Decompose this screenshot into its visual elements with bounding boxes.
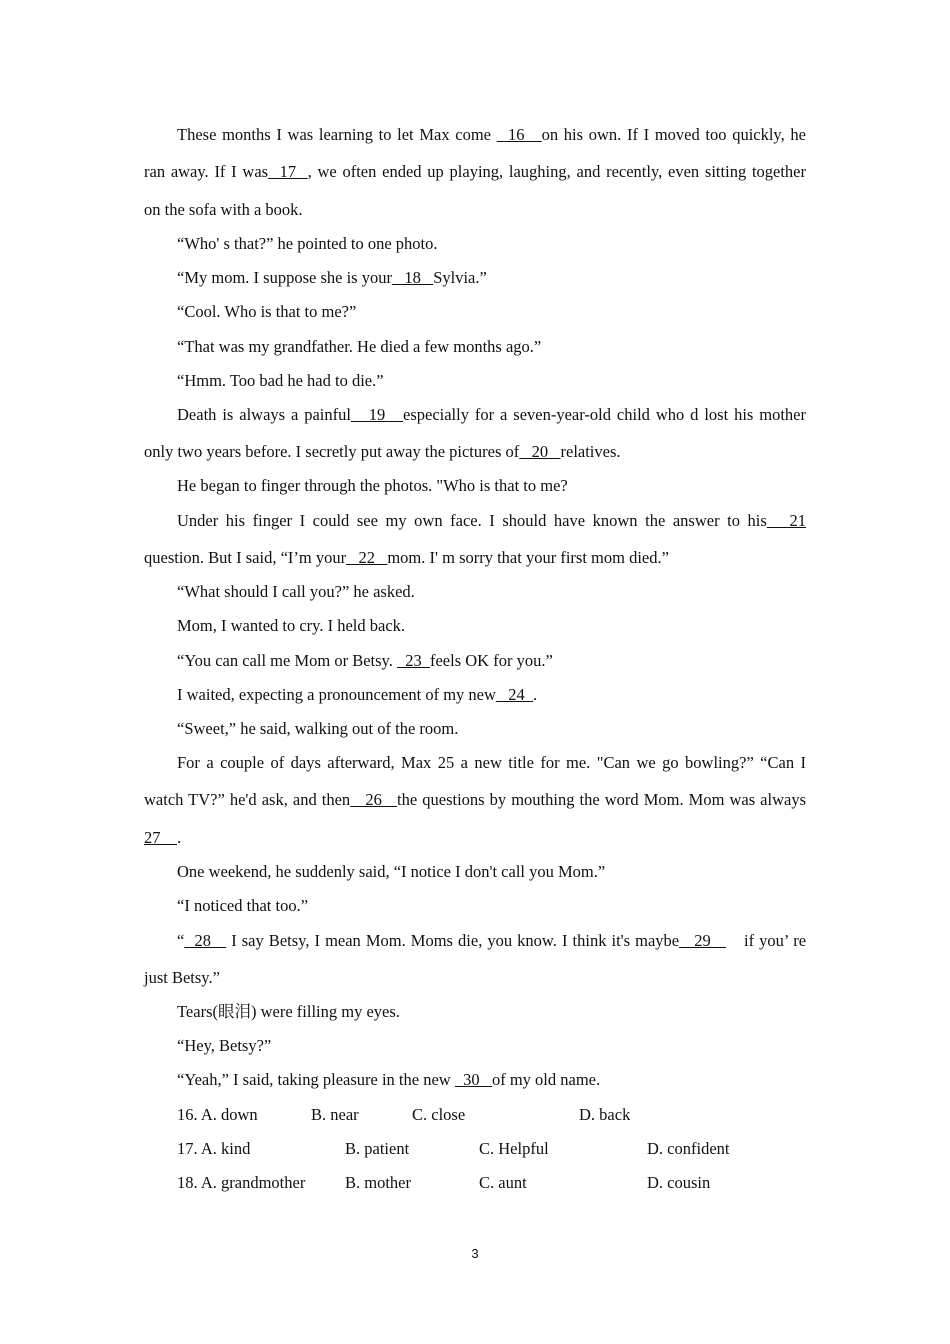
page-number: 3: [471, 1246, 479, 1261]
text: especially for a seven-year-old child who d lost his mother: [403, 405, 807, 424]
paragraph-line: [144, 961, 806, 995]
text: “You can call me Mom or Betsy.: [177, 651, 397, 670]
dialogue-line: [177, 1063, 806, 1097]
dialogue-line: [177, 644, 806, 678]
text: just Betsy.”: [144, 968, 220, 987]
dialogue-line: “That was my grandfather. He died a few months ago.”: [177, 337, 542, 356]
text: Sylvia.”: [433, 268, 487, 287]
dialogue-line: [177, 678, 806, 712]
text: the questions by mouthing the word Mom. Mom was always: [397, 790, 807, 809]
dialogue-line: “Hey, Betsy?”: [177, 1036, 272, 1055]
options-row-18: [144, 1166, 806, 1200]
text: of my old name.: [491, 1070, 601, 1089]
blank-17: 17: [268, 162, 308, 181]
dialogue-line: He began to finger through the photos. "Who is that to me?: [177, 476, 568, 495]
paragraph-line: [144, 155, 806, 189]
blank-24: 24: [495, 685, 534, 704]
text: Under his finger I could see my own face. I should have known the answer to his: [177, 511, 767, 530]
text: “: [177, 931, 185, 950]
text: question. But I said, “I’m your: [144, 548, 347, 567]
text: feels OK for you.”: [429, 651, 553, 670]
option-c: C. aunt: [479, 1173, 527, 1192]
option-d: D. back: [579, 1105, 631, 1124]
text: For a couple of days afterward, Max 25 a new title for me. "Can we go bowling?” “Can I: [177, 753, 806, 772]
dialogue-line: [177, 261, 806, 295]
blank-20: 20: [519, 442, 561, 461]
text: .: [177, 828, 182, 847]
dialogue-line: One weekend, he suddenly said, “I notice I don't call you Mom.”: [177, 862, 606, 881]
text: “Yeah,” I said, taking pleasure in the new: [177, 1070, 455, 1089]
option-c: C. close: [412, 1105, 466, 1124]
blank-19: 19: [350, 405, 403, 424]
option-a: 16. A. down: [177, 1105, 258, 1124]
blank-26: 26: [350, 790, 398, 809]
dialogue-line: “Cool. Who is that to me?”: [177, 302, 357, 321]
blank-16: 16: [496, 125, 542, 144]
paragraph-line: [144, 541, 806, 575]
blank-30: 30: [454, 1070, 492, 1089]
text: I waited, expecting a pronouncement of my new: [177, 685, 496, 704]
dialogue-line: Mom, I wanted to cry. I held back.: [177, 616, 406, 635]
option-d: D. cousin: [647, 1173, 711, 1192]
text: , we often ended up playing, laughing, and recently, even sitting together: [307, 162, 807, 181]
paragraph-line: [177, 118, 806, 152]
dialogue-line: “I noticed that too.”: [177, 896, 309, 915]
text: Death is always a painful: [177, 405, 351, 424]
option-b: B. patient: [345, 1139, 410, 1158]
text: only two years before. I secretly put away the pictures of: [144, 442, 520, 461]
text: on the sofa with a book.: [144, 200, 303, 219]
blank-22: 22: [346, 548, 388, 567]
option-a: 18. A. grandmother: [177, 1173, 306, 1192]
paragraph-line: [177, 746, 806, 780]
text: watch TV?” he'd ask, and then: [144, 790, 351, 809]
options-row-17: [144, 1132, 806, 1166]
blank-27: 27: [144, 828, 177, 847]
text: if you’ re: [743, 931, 807, 950]
option-b: B. mother: [345, 1173, 411, 1192]
blank-21: 21: [766, 511, 806, 530]
option-c: C. Helpful: [479, 1139, 549, 1158]
options-row-16: [144, 1098, 806, 1132]
text: These months I was learning to let Max come: [177, 125, 497, 144]
text: on his own. If I moved too quickly, he: [541, 125, 806, 144]
dialogue-line: “What should I call you?” he asked.: [177, 582, 415, 601]
text: I say Betsy, I mean Mom. Moms die, you know. I think it's maybe: [226, 931, 680, 950]
blank-23: 23: [396, 651, 430, 670]
dialogue-line: “Hmm. Too bad he had to die.”: [177, 371, 384, 390]
text: mom. I' m sorry that your first mom died.”: [387, 548, 669, 567]
dialogue-line: “Who' s that?” he pointed to one photo.: [177, 234, 438, 253]
blank-29: 29: [679, 931, 726, 950]
text: .: [533, 685, 538, 704]
paragraph-line: [144, 193, 806, 227]
text: relatives.: [560, 442, 621, 461]
paragraph-line: [177, 398, 806, 432]
text: ran away. If I was: [144, 162, 269, 181]
paragraph-line: [144, 435, 806, 469]
blank-28: 28: [184, 931, 227, 950]
paragraph-line: [144, 783, 806, 817]
paragraph-line: [177, 504, 806, 538]
blank-18: 18: [391, 268, 434, 287]
dialogue-line: Tears(眼泪) were filling my eyes.: [177, 1002, 400, 1021]
paragraph-line: [144, 821, 806, 855]
dialogue-line: “Sweet,” he said, walking out of the room.: [177, 719, 459, 738]
text: “My mom. I suppose she is your: [177, 268, 392, 287]
paragraph-line: [177, 924, 806, 958]
option-d: D. confident: [647, 1139, 730, 1158]
option-a: 17. A. kind: [177, 1139, 251, 1158]
option-b: B. near: [311, 1105, 359, 1124]
